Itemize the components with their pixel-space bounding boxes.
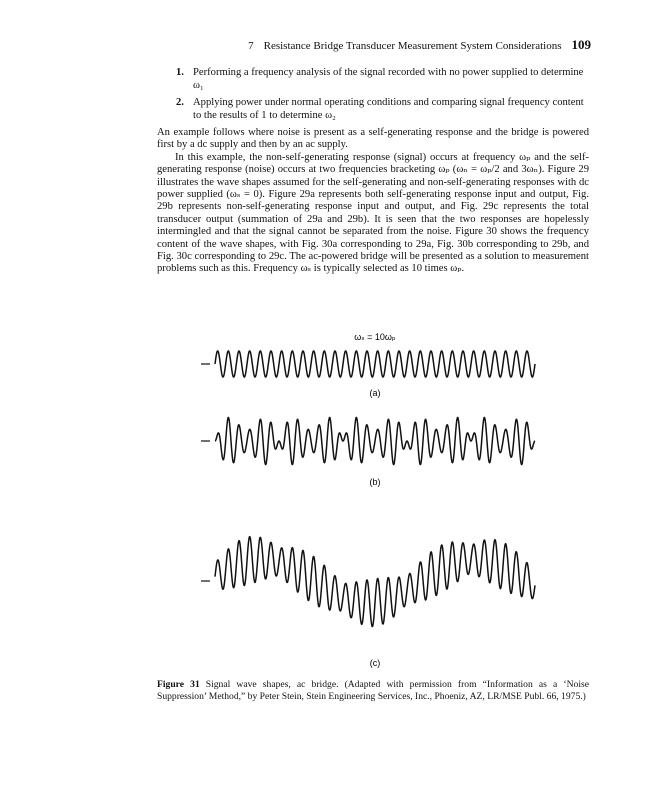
caption-label: Figure 31 (157, 679, 200, 690)
panel-label-b: (b) (369, 477, 381, 487)
figure-equation: ωₛ = 10ωₚ (354, 332, 396, 342)
chapter-number: 7 (248, 40, 254, 52)
list-item-number: 2. (176, 97, 184, 108)
figure-caption (157, 679, 589, 704)
wave-chart (195, 328, 555, 678)
page-number: 109 (571, 37, 591, 52)
paragraph-intro: An example follows where noise is present as a self-generating response and the bridge is powered first by a dc supply and then by an ac supply. (157, 127, 589, 151)
list-item-number: 1. (176, 67, 184, 78)
wave-c (215, 537, 535, 627)
wave-b (215, 417, 535, 464)
list-item (176, 96, 588, 122)
chapter-title: Resistance Bridge Transducer Measurement System Considerations (263, 40, 562, 52)
body-text (157, 127, 589, 276)
running-header (0, 37, 591, 53)
numbered-list (176, 66, 588, 126)
wave-a (215, 351, 535, 377)
figure-31 (195, 328, 555, 678)
panel-label-c: (c) (369, 658, 381, 668)
caption-text: Signal wave shapes, ac bridge. (Adapted with permission from “Information as a ‘Noise Suppression’ Method,” by Peter Stein, Stein Engineering Services, Inc., Phoeniz, AZ, LR/MSE Publ. 66, 1975.) (157, 679, 590, 703)
panel-label-a: (a) (369, 388, 381, 398)
paragraph-example: In this example, the non-self-generating response (signal) occurs at frequency ωₚ and the self-generating response (noise) occurs at two frequencies bracketing ωₚ (ωₙ = ωₚ/2 and 3ωₙ). Figure 29 illustrates the wave shapes assumed for the self-generating and non-self-generating responses with dc power supplied (ωₛ = 0). Figure 29a represents both self-generating response input and output, Fig. 29b represents non-self-generating response input and output, and Fig. 29c represents the total transducer output (summation of 29a and 29b). It is seen that the two responses are hopelessly intermingled and that the signal cannot be separated from the noise. Figure 30 shows the frequency content of the wave shapes, with Fig. 30a corresponding to 29a, Fig. 30b corresponding to 29b, and Fig. 30c corresponding to 29c. The ac-powered bridge will be presented as a solution to measurement problems such as this. Frequency ωₛ is typically selected as 10 times ωₚ. (157, 151, 589, 275)
list-item-text: Performing a frequency analysis of the signal recorded with no power supplied to determine ω₁ (193, 67, 584, 91)
list-item (176, 66, 588, 92)
list-item-text: Applying power under normal operating conditions and comparing signal frequency content to the results of 1 to determine ω₂ (193, 97, 584, 121)
